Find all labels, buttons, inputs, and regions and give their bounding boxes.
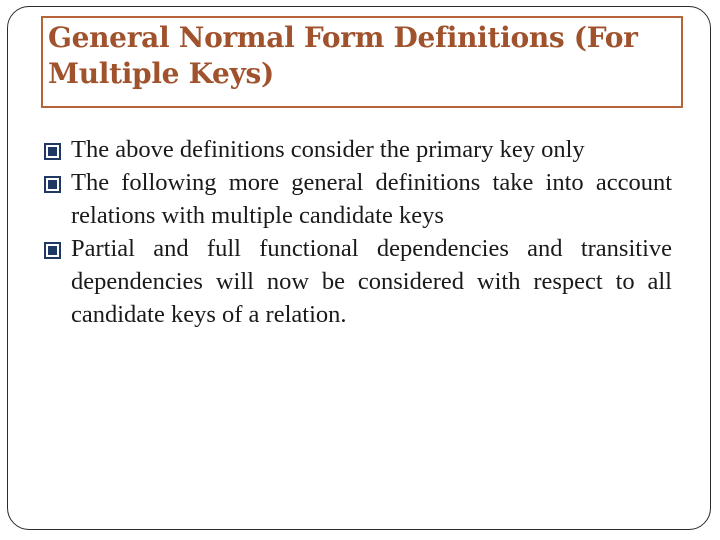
checkbox-bullet-icon <box>44 143 61 160</box>
slide-title: General Normal Form Definitions (For Multiple Keys) <box>48 21 638 90</box>
bullet-list <box>44 133 672 331</box>
bullet-item-3 <box>44 232 672 331</box>
bullet-text-1: The above definitions consider the primary key only <box>71 136 585 163</box>
checkbox-bullet-icon <box>44 176 61 193</box>
bullet-item-1 <box>44 133 672 166</box>
bullet-item-2 <box>44 166 672 232</box>
checkbox-bullet-icon <box>44 242 61 259</box>
bullet-text-2: The following more general definitions take into account relations with multiple candidate keys <box>71 169 672 229</box>
bullet-text-3: Partial and full functional dependencies and transitive dependencies will now be considered with respect to all candidate keys of a relation. <box>71 235 672 328</box>
